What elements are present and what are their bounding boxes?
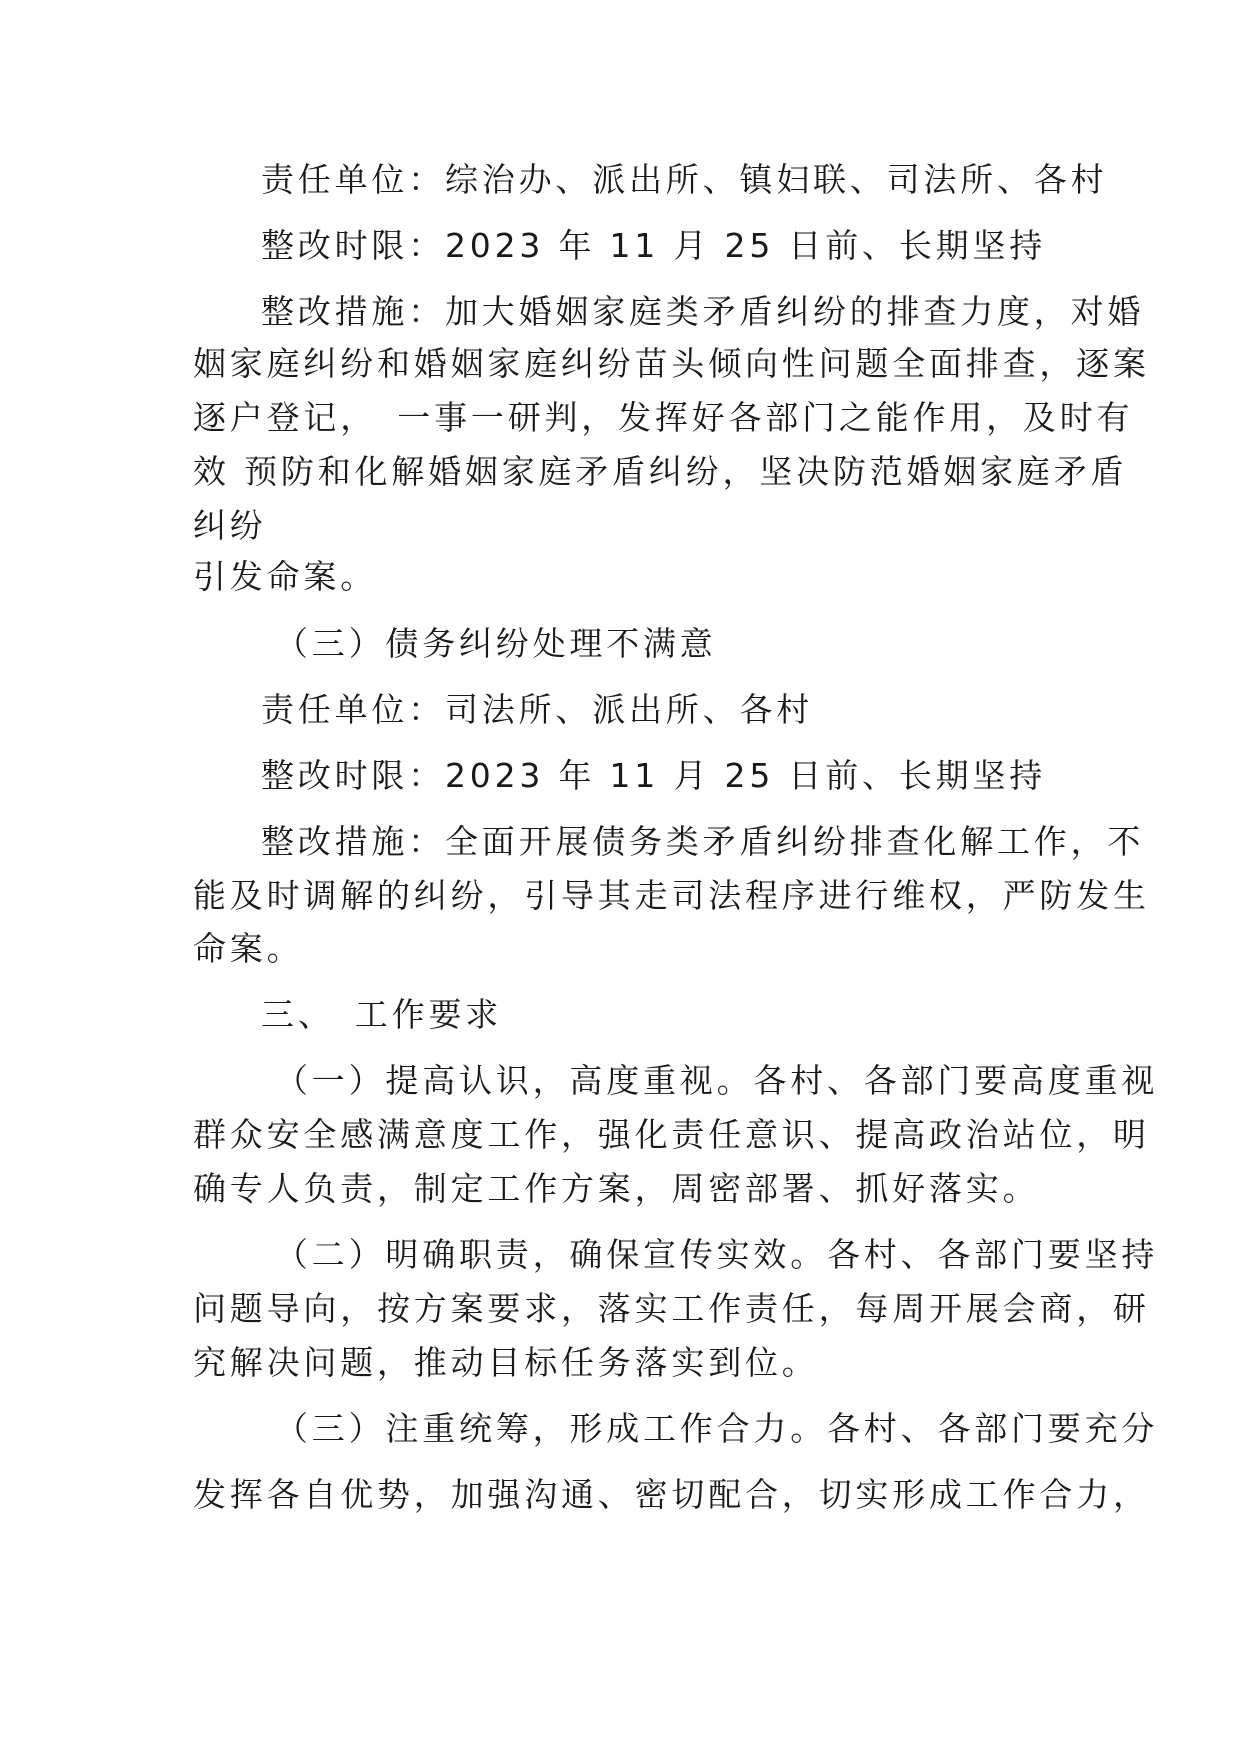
- text-line-responsible-unit-1: 责任单位：综治办、派出所、镇妇联、司法所、各村: [261, 160, 1108, 199]
- text-line: 确专人负责，制定工作方案，周密部署、抓好落实。: [193, 1169, 1040, 1208]
- text-line-requirement-1: （一）提高认识，高度重视。各村、各部门要高度重视: [275, 1061, 1159, 1100]
- text-line-requirement-2: （二）明确职责，确保宣传实效。各村、各部门要坚持: [275, 1235, 1159, 1274]
- text-line-deadline-1: 整改时限：2023 年 11 月 25 日前、长期坚持: [261, 226, 1047, 265]
- text-line: 问题导向，按方案要求，落实工作责任，每周开展会商，研: [193, 1289, 1150, 1328]
- text-line-responsible-unit-2: 责任单位：司法所、派出所、各村: [261, 690, 813, 729]
- text-line-measures-1: 整改措施：加大婚姻家庭类矛盾纠纷的排查力度，对婚: [261, 292, 1145, 331]
- text-line-requirement-3: （三）注重统筹，形成工作合力。各村、各部门要充分: [275, 1409, 1159, 1448]
- text-line-measures-2: 整改措施：全面开展债务类矛盾纠纷排查化解工作，不: [261, 822, 1145, 861]
- text-line: 命案。: [193, 929, 304, 968]
- text-line: 究解决问题，推动目标任务落实到位。: [193, 1343, 819, 1382]
- section-heading-work-requirements: 三、 工作要求: [261, 995, 503, 1034]
- text-line: 发挥各自优势，加强沟通、密切配合，切实形成工作合力，: [193, 1475, 1150, 1514]
- text-line-deadline-2: 整改时限：2023 年 11 月 25 日前、长期坚持: [261, 756, 1047, 795]
- text-line: 姻家庭纠纷和婚姻家庭纠纷苗头倾向性问题全面排查，逐案: [193, 344, 1150, 383]
- text-line: 纠纷: [193, 506, 267, 545]
- text-line: 逐户登记， 一事一研判，发挥好各部门之能作用，及时有: [193, 398, 1134, 437]
- text-line: 引发命案。: [193, 557, 377, 596]
- section-heading-debt-disputes: （三）债务纠纷处理不满意: [275, 624, 717, 663]
- text-line: 群众安全感满意度工作，强化责任意识、提高政治站位，明: [193, 1115, 1150, 1154]
- text-line: 能及时调解的纠纷，引导其走司法程序进行维权，严防发生: [193, 876, 1150, 915]
- text-line: 效 预防和化解婚姻家庭矛盾纠纷，坚决防范婚姻家庭矛盾: [193, 452, 1128, 491]
